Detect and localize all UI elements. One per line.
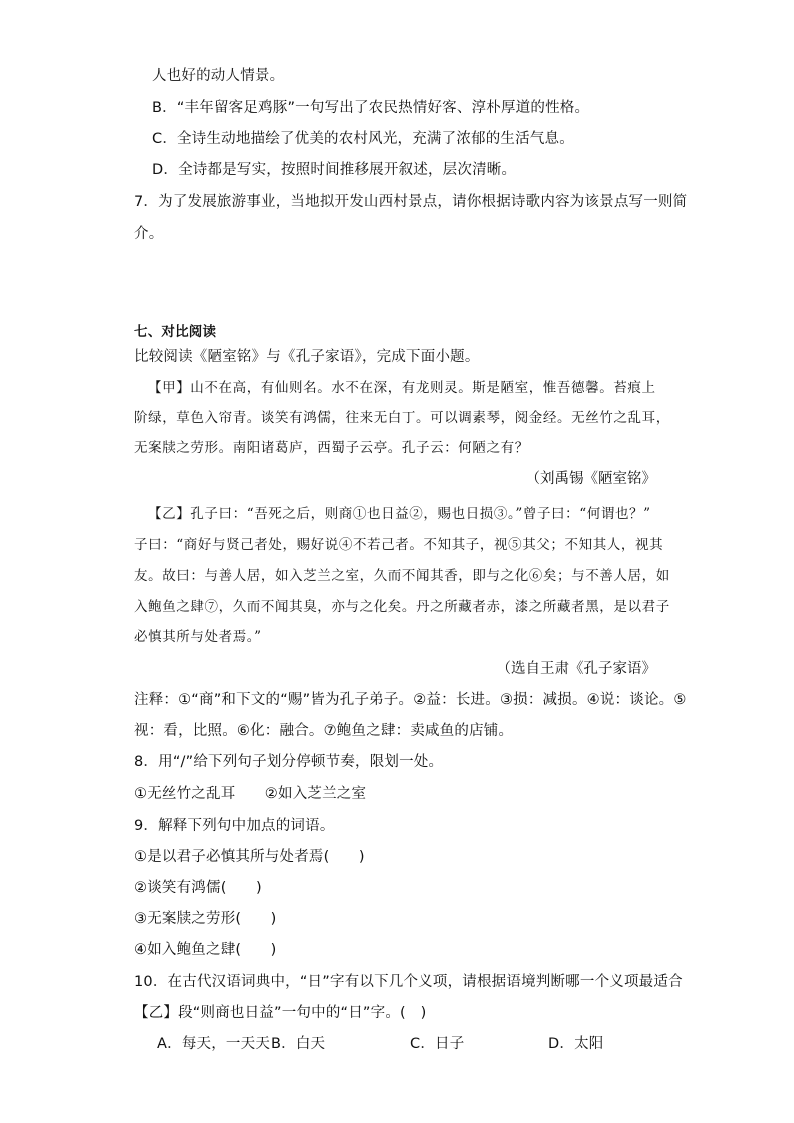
yi-source: （选自王肃《孔子家语》 bbox=[496, 661, 656, 677]
section-title: 七、对比阅读 bbox=[134, 324, 217, 340]
choice-a: A．每天，一天天 bbox=[157, 1036, 271, 1052]
question-7-continuation: 介。 bbox=[134, 226, 164, 242]
yi-text-line: 【乙】孔子曰：“吾死之后，则商①也日益②，赐也日损③。”曾子曰：“何谓也？” bbox=[148, 506, 651, 522]
choice-c: C．日子 bbox=[410, 1036, 465, 1052]
question-10-continuation: 【乙】段“则商也日益”一句中的“日”字。( ) bbox=[134, 1005, 427, 1021]
option-c: C．全诗生动地描绘了优美的农村风光，充满了浓郁的生活气息。 bbox=[152, 131, 574, 147]
yi-text-line: 必慎其所与处者焉。” bbox=[134, 629, 262, 645]
question-10: 10．在古代汉语词典中，“日”字有以下几个义项，请根据语境判断哪一个义项最适合 bbox=[134, 974, 683, 990]
question-9: 9．解释下列句中加点的词语。 bbox=[134, 818, 335, 834]
option-a-continuation: 人也好的动人情景。 bbox=[152, 68, 285, 84]
question-9-item: ①是以君子必慎其所与处者焉( ) bbox=[134, 849, 365, 865]
notes-line: 视：看，比照。⑥化：融合。⑦鲍鱼之肆：卖咸鱼的店铺。 bbox=[134, 723, 514, 739]
choice-b: B．白天 bbox=[271, 1036, 326, 1052]
question-9-item: ③无案牍之劳形( ) bbox=[134, 911, 277, 927]
yi-text-line: 友。故曰：与善人居，如入芝兰之室，久而不闻其香，即与之化⑥矣；与不善人居，如 bbox=[134, 568, 670, 584]
jia-text-line: 阶绿，草色入帘青。谈笑有鸿儒，往来无白丁。可以调素琴，阅金经。无丝竹之乱耳， bbox=[134, 410, 670, 426]
yi-text-line: 子曰：“商好与贤己者处，赐好说④不若己者。不知其子，视⑤其父；不知其人，视其 bbox=[134, 537, 664, 553]
question-8: 8．用“/”给下列句子划分停顿节奏，限划一处。 bbox=[134, 754, 444, 770]
jia-text-line: 【甲】山不在高，有仙则名。水不在深，有龙则灵。斯是陋室，惟吾德馨。苔痕上 bbox=[148, 380, 656, 396]
choice-d: D．太阳 bbox=[548, 1036, 604, 1052]
yi-text-line: 入鲍鱼之肆⑦，久而不闻其臭，亦与之化矣。丹之所藏者赤，漆之所藏者黑，是以君子 bbox=[134, 599, 670, 615]
question-7: 7．为了发展旅游事业，当地拟开发山西村景点，请你根据诗歌内容为该景点写一则简 bbox=[134, 194, 688, 210]
option-b: B．“丰年留客足鸡豚”一句写出了农民热情好客、淳朴厚道的性格。 bbox=[152, 100, 590, 116]
notes-line: 注释：①“商”和下文的“赐”皆为孔子弟子。②益：长进。③损：减损。④说：谈论。⑤ bbox=[134, 692, 687, 708]
jia-text-line: 无案牍之劳形。南阳诸葛庐，西蜀子云亭。孔子云：何陋之有？ bbox=[134, 440, 529, 456]
question-9-item: ④如入鲍鱼之肆( ) bbox=[134, 942, 277, 958]
reading-instruction: 比较阅读《陋室铭》与《孔子家语》，完成下面小题。 bbox=[134, 349, 480, 365]
question-9-item: ②谈笑有鸿儒( ) bbox=[134, 880, 262, 896]
jia-source: （刘禹锡《陋室铭》 bbox=[525, 471, 656, 487]
option-d: D．全诗都是写实，按照时间推移展开叙述，层次清晰。 bbox=[152, 162, 517, 178]
question-8-items: ①无丝竹之乱耳 ②如入芝兰之室 bbox=[134, 786, 367, 802]
